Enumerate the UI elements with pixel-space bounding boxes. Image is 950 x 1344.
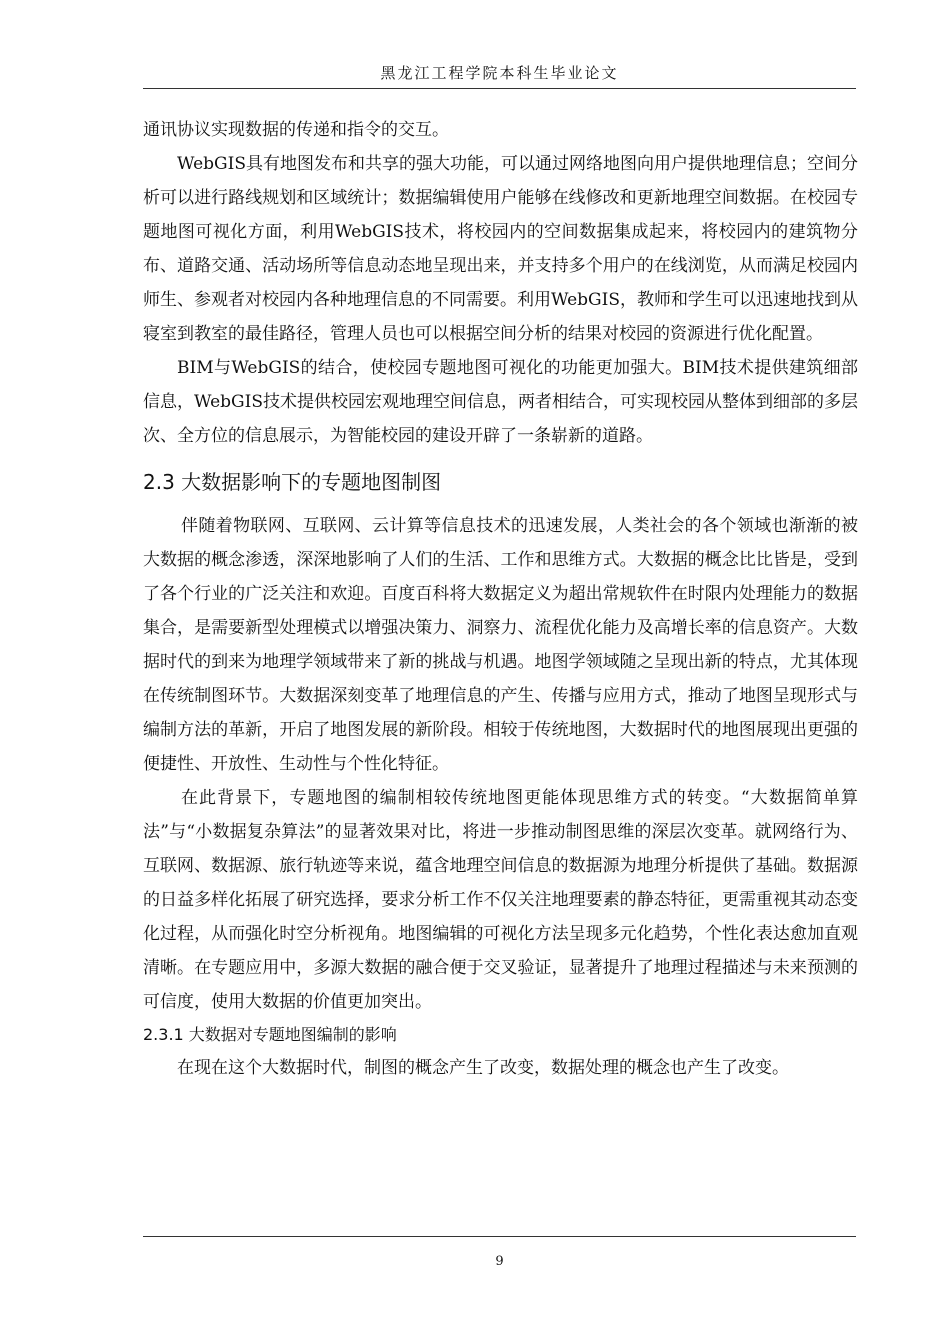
paragraph-bim-webgis: BIM与WebGIS的结合，使校园专题地图可视化的功能更加强大。BIM技术提供建筑细部信息，WebGIS技术提供校园宏观地理空间信息，两者相结合，可实现校园从整体到细部的多层次、全方位的信息展示，为智能校园的建设开辟了一条崭新的道路。	[143, 358, 858, 446]
page-header-title: 黑龙江工程学院本科生毕业论文	[380, 64, 619, 82]
paragraph-continuation: 通讯协议实现数据的传递和指令的交互。	[143, 120, 449, 140]
header-divider	[143, 88, 856, 89]
paragraph-bigdata: 伴随着物联网、互联网、云计算等信息技术的迅速发展，人类社会的各个领域也渐渐的被大数据的概念渗透，深深地影响了人们的生活、工作和思维方式。大数据的概念比比皆是，受到了各个行业的广泛关注和欢迎。百度百科将大数据定义为超出常规软件在时限内处理能力的数据集合，是需要新型处理模式以增强决策力、洞察力、流程优化能力及高增长率的信息资产。大数据时代的到来为地理学领域带来了新的挑战与机遇。地图学领域随之呈现出新的特点，尤其体现在传统制图环节。大数据深刻变革了地理信息的产生、传播与应用方式，推动了地图呈现形式与编制方法的革新，开启了地图发展的新阶段。相较于传统地图，大数据时代的地图展现出更强的便捷性、开放性、生动性与个性化特征。	[143, 516, 858, 774]
paragraph-webgis: WebGIS具有地图发布和共享的强大功能，可以通过网络地图向用户提供地理信息；空间分析可以进行路线规划和区域统计；数据编辑使用户能够在线修改和更新地理空间数据。在校园专题地图可视化方面，利用WebGIS技术，将校园内的空间数据集成起来，将校园内的建筑物分布、道路交通、活动场所等信息动态地呈现出来，并支持多个用户的在线浏览，从而满足校园内师生、参观者对校园内各种地理信息的不同需要。利用WebGIS，教师和学生可以迅速地找到从寝室到教室的最佳路径，管理人员也可以根据空间分析的结果对校园的资源进行优化配置。	[143, 154, 858, 344]
page-number: 9	[495, 1254, 504, 1269]
section-heading: 2.3 大数据影响下的专题地图制图	[143, 470, 442, 494]
paragraph-bigdata-era: 在现在这个大数据时代，制图的概念产生了改变，数据处理的概念也产生了改变。	[177, 1058, 789, 1078]
body-text	[143, 113, 858, 1085]
subsection-heading: 2.3.1 大数据对专题地图编制的影响	[143, 1025, 397, 1044]
paragraph-background: 在此背景下，专题地图的编制相较传统地图更能体现思维方式的转变。“大数据简单算法”与“小数据复杂算法”的显著效果对比，将进一步推动制图思维的深层次变革。就网络行为、互联网、数据源、旅行轨迹等来说，蕴含地理空间信息的数据源为地理分析提供了基础。数据源的日益多样化拓展了研究选择，要求分析工作不仅关注地理要素的静态特征，更需重视其动态变化过程，从而强化时空分析视角。地图编辑的可视化方法呈现多元化趋势，个性化表达愈加直观清晰。在专题应用中，多源大数据的融合便于交叉验证，显著提升了地理过程描述与未来预测的可信度，使用大数据的价值更加突出。	[143, 788, 858, 1012]
footer-divider	[143, 1236, 856, 1237]
